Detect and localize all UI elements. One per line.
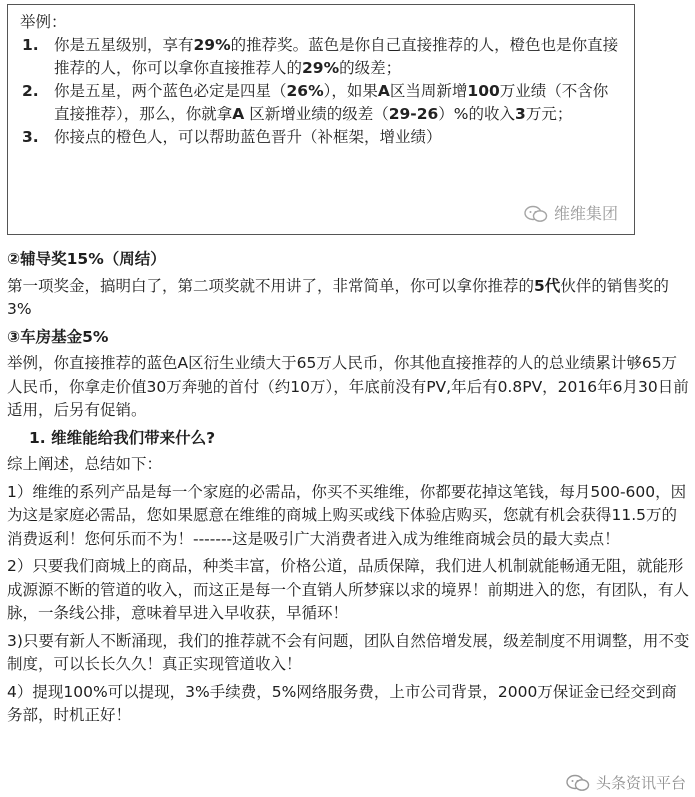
section-heading [7,248,691,272]
text-run: 区当周新增 [389,82,468,100]
text-run: 区新增业绩的级差（ [244,105,389,123]
text-run: 1）维维的系列产品是每一个家庭的必需品，你买不买维维，你都要花掉这笔钱，每月500-600，因为这是家庭必需品，您如果愿意在维维的商城上购买或线下体验店购买，您就有机会获得11.5万的消费返利！您何乐而不为！-------这是吸引广大消费者进入成为维维商城会员的最大卖点！ [7,482,687,548]
text-run: 举例，你直接推荐的蓝色A区衍生业绩大于65万人民币，你其他直接推荐的人的总业绩累计够65万人民币，你拿走价值30万奔驰的首付（约10万），年底前没有PV,年后有0.8PV，2016年6月30日前适用，后另有促销。 [7,354,689,419]
text-run: 第一项奖金，搞明白了，第二项奖就不用讲了，非常简单，你可以拿你推荐的 [7,276,535,295]
paragraph [7,481,691,552]
bold-text: 26% [286,82,324,100]
example-number: 2. [22,82,39,100]
section-heading [7,326,691,350]
watermark-toutiao [566,773,686,793]
bold-text: A [377,82,390,100]
text-run: 3)只要有新人不断涌现，我们的推荐就不会有问题，团队自然倍增发展，级差制度不用调整，用不变制度，可以长长久久！真正实现管道收入！ [7,631,690,673]
text-run: 万业绩（不含你直接推荐），那么，你就拿 [54,82,609,123]
example-item [20,80,622,126]
text-run: 你接点的橙色人，可以帮助蓝色晋升（补框架，增业绩） [54,128,442,146]
example-number: 3. [22,128,39,146]
text-run: 的推荐奖。蓝色是你自己直接推荐的人，橙色也是你直接推荐的人，你可以拿你直接推荐人的 [54,36,619,77]
bold-text: 29% [193,36,231,54]
text-run: ），如果 [323,82,378,100]
watermark-text: 头条资讯平台 [595,774,686,792]
example-box [7,4,635,235]
example-item [20,34,622,80]
article-body [7,248,691,732]
watermark-weiwei [524,204,618,224]
paragraph [7,275,691,322]
paragraph [7,681,691,728]
text-run: 万元； [525,105,573,123]
watermark-text: 维维集团 [553,204,618,223]
bold-text: ③车房基金5% [7,327,109,346]
bold-text: 3 [515,105,526,123]
bold-text: A [232,105,245,123]
wechat-icon [524,205,548,223]
paragraph [7,630,691,677]
example-title: 举例： [20,13,67,31]
paragraph [7,352,691,423]
text-run: 你是五星级别，享有 [54,36,194,54]
paragraph [7,555,691,626]
paragraph [7,453,691,477]
text-run: 你是五星，两个蓝色必定是四星（ [54,82,287,100]
example-number: 1. [22,36,39,54]
text-run: 4）提现100%可以提现，3%手续费，5%网络服务费，上市公司背景，2000万保证金已经交到商务部，时机正好！ [7,682,677,724]
text-run: 综上阐述，总结如下： [7,455,163,473]
text-run: 的级差； [339,59,402,77]
bold-text: 1. 维维能给我们带来什么? [29,428,216,447]
bold-text: 29-26 [388,105,439,123]
text-run: 伙伴的销售奖的3% [7,276,669,318]
example-item [20,126,622,149]
bold-text: 29% [302,59,340,77]
bold-text: 100 [467,82,500,100]
section-subheading [7,427,691,451]
text-run: 2）只要我们商城上的商品，种类丰富，价格公道，品质保障，我们进人机制就能畅通无阻，就能形成源源不断的管道的收入，而这正是每一个直销人所梦寐以求的境界！前期进入的您，有团队，有人脉，一条线公排，意味着早进入早收获，早循环！ [7,557,690,622]
bold-text: 5代 [534,276,561,295]
example-list [20,34,622,149]
text-run: ）%的收入 [438,105,516,123]
bold-text: ②辅导奖15%（周结） [7,250,166,268]
wechat-icon [566,774,590,792]
